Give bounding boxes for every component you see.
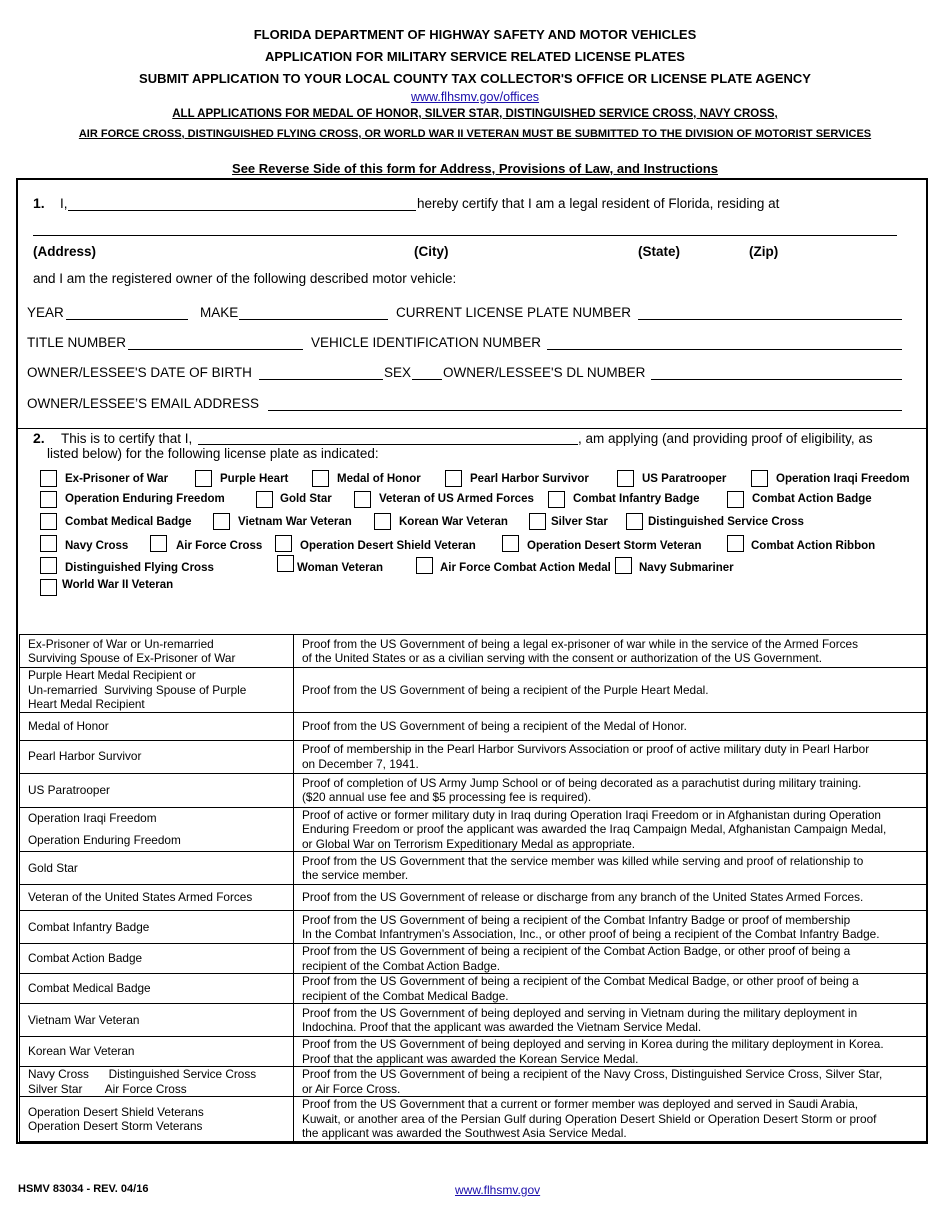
checkbox-air-force-combat-action-medal[interactable] bbox=[416, 557, 433, 574]
requirement-proof-text: Enduring Freedom or proof the applicant was awarded the Iraq Campaign Medal, Afghanistan Campaign Medal, bbox=[302, 822, 887, 836]
zip-label: (Zip) bbox=[749, 244, 779, 259]
requirement-plate-cell bbox=[20, 635, 294, 668]
requirement-plate-cell bbox=[20, 773, 294, 807]
requirement-proof-text: Proof from the US Government of being a recipient of the Medal of Honor. bbox=[302, 718, 687, 733]
footer-link[interactable]: www.flhsmv.gov bbox=[455, 1183, 541, 1197]
checkbox-distinguished-service-cross[interactable] bbox=[626, 513, 643, 530]
make-label: MAKE bbox=[200, 305, 239, 320]
requirement-proof-text: Proof that the applicant was awarded the Korean Service Medal. bbox=[302, 1051, 639, 1066]
requirement-proof-cell bbox=[294, 974, 927, 1004]
requirement-proof-text: Proof from the US Government of release or discharge from any branch of the United States Armed Forces. bbox=[302, 890, 864, 905]
checkbox-label-air-force-combat-action-medal: Air Force Combat Action Medal bbox=[440, 562, 611, 574]
requirement-proof-cell bbox=[294, 668, 927, 713]
checkbox-label-combat-infantry-badge: Combat Infantry Badge bbox=[573, 493, 700, 505]
requirement-proof-text: Proof from the US Government that the service member was killed while serving and proof of relationship to bbox=[302, 853, 864, 868]
requirement-proof-cell bbox=[294, 773, 927, 807]
notice-line-2: AIR FORCE CROSS, DISTINGUISHED FLYING CROSS, OR WORLD WAR II VETERAN MUST BE SUBMITTED TO THE DIVISION OF MOTORIST SERVICES bbox=[78, 128, 872, 140]
header-submit-instructions: SUBMIT APPLICATION TO YOUR LOCAL COUNTY TAX COLLECTOR'S OFFICE OR LICENSE PLATE AGENCY bbox=[139, 71, 811, 86]
checkbox-woman-veteran[interactable] bbox=[277, 555, 294, 572]
requirement-row bbox=[20, 668, 927, 713]
checkbox-korean-war-veteran[interactable] bbox=[374, 513, 391, 530]
requirement-row bbox=[20, 1037, 927, 1067]
checkbox-label-gold-star: Gold Star bbox=[280, 493, 332, 505]
requirement-proof-text: Proof from the US Government of being a recipient of the Combat Medical Badge, or other proof of being a bbox=[302, 974, 859, 988]
checkbox-distinguished-flying-cross[interactable] bbox=[40, 557, 57, 574]
requirement-plate-text: Operation Iraqi Freedom bbox=[28, 811, 157, 826]
checkbox-air-force-cross[interactable] bbox=[150, 535, 167, 552]
requirement-proof-text: or Air Force Cross. bbox=[302, 1081, 401, 1096]
checkbox-navy-cross[interactable] bbox=[40, 535, 57, 552]
requirement-proof-cell bbox=[294, 635, 927, 668]
requirement-plate-cell bbox=[20, 911, 294, 944]
requirement-plate-cell bbox=[20, 1037, 294, 1067]
checkbox-silver-star[interactable] bbox=[529, 513, 546, 530]
notice-line-1: ALL APPLICATIONS FOR MEDAL OF HONOR, SILVER STAR, DISTINGUISHED SERVICE CROSS, NAVY CROSS, bbox=[172, 108, 778, 120]
requirement-proof-text: recipient of the Combat Medical Badge. bbox=[302, 988, 509, 1003]
requirement-plate-cell bbox=[20, 668, 294, 713]
requirement-row bbox=[20, 1004, 927, 1037]
requirement-proof-text: the applicant was awarded the Southwest Asia Service Medal. bbox=[302, 1126, 627, 1141]
requirement-row bbox=[20, 944, 927, 974]
checkbox-operation-desert-storm-veteran[interactable] bbox=[502, 535, 519, 552]
requirement-proof-text: Proof from the US Government of being a recipient of the Combat Infantry Badge or proof of membership bbox=[302, 912, 851, 927]
requirement-plate-text: Heart Medal Recipient bbox=[28, 697, 145, 711]
requirement-row bbox=[20, 974, 927, 1004]
requirement-proof-cell bbox=[294, 1004, 927, 1037]
email-label: OWNER/LESSEE’S EMAIL ADDRESS bbox=[27, 396, 260, 411]
checkbox-label-korean-war-veteran: Korean War Veteran bbox=[399, 516, 508, 528]
requirement-proof-text: Proof from the US Government that a current or former member was deployed and served in Saudi Arabia, bbox=[302, 1097, 859, 1112]
requirement-plate-text: Gold Star bbox=[28, 860, 78, 875]
checkbox-operation-enduring-freedom[interactable] bbox=[40, 491, 57, 508]
section-divider bbox=[17, 428, 927, 429]
requirement-plate-cell bbox=[20, 852, 294, 885]
requirement-plate-text: Medal of Honor bbox=[28, 718, 109, 733]
requirement-proof-cell bbox=[294, 885, 927, 911]
header-agency: FLORIDA DEPARTMENT OF HIGHWAY SAFETY AND MOTOR VEHICLES bbox=[253, 27, 697, 42]
requirement-plate-text: Veteran of the United States Armed Forces bbox=[28, 890, 253, 905]
checkbox-label-veteran-of-us-armed-forces: Veteran of US Armed Forces bbox=[379, 493, 534, 505]
requirement-proof-cell bbox=[294, 807, 927, 852]
state-label: (State) bbox=[638, 244, 681, 259]
checkbox-pearl-harbor-survivor[interactable] bbox=[445, 470, 462, 487]
plate-number-label: CURRENT LICENSE PLATE NUMBER bbox=[396, 305, 632, 320]
applying-text: , am applying (and providing proof of eligibility, as bbox=[578, 431, 873, 446]
requirement-plate-cell bbox=[20, 1097, 294, 1142]
checkbox-operation-desert-shield-veteran[interactable] bbox=[275, 535, 292, 552]
requirement-plate-cell bbox=[20, 974, 294, 1004]
requirement-proof-text: on December 7, 1941. bbox=[302, 756, 419, 771]
checkbox-label-operation-desert-shield-veteran: Operation Desert Shield Veteran bbox=[300, 540, 476, 552]
checkbox-label-combat-medical-badge: Combat Medical Badge bbox=[65, 516, 192, 528]
checkbox-label-navy-cross: Navy Cross bbox=[65, 540, 129, 552]
requirement-proof-text: Proof of active or former military duty in Iraq during Operation Iraqi Freedom or in Afghanistan during Operation bbox=[302, 807, 881, 822]
sex-label: SEX bbox=[384, 365, 412, 380]
requirement-row bbox=[20, 740, 927, 773]
vin-label: VEHICLE IDENTIFICATION NUMBER bbox=[311, 335, 542, 350]
requirement-proof-text: ($20 annual use fee and $5 processing fee is required). bbox=[302, 790, 592, 804]
section-2-number: 2. bbox=[33, 430, 45, 446]
requirement-proof-text: Proof from the US Government of being a recipient of the Purple Heart Medal. bbox=[302, 682, 709, 697]
resident-name-field[interactable] bbox=[68, 210, 416, 211]
checkbox-label-woman-veteran: Woman Veteran bbox=[297, 562, 384, 574]
requirement-plate-cell bbox=[20, 885, 294, 911]
requirement-plate-text: Surviving Spouse of Ex-Prisoner of War bbox=[28, 651, 236, 665]
requirement-proof-text: Proof from the US Government of being deployed and serving in Vietnam during the military deployment in bbox=[302, 1005, 858, 1020]
requirement-proof-text: Proof from the US Government of being a legal ex-prisoner of war while in the service of the Armed Forces bbox=[302, 636, 859, 651]
requirement-plate-text: US Paratrooper bbox=[28, 782, 110, 797]
requirement-plate-cell bbox=[20, 944, 294, 974]
requirement-row bbox=[20, 712, 927, 740]
checkbox-label-us-paratrooper: US Paratrooper bbox=[642, 473, 727, 485]
make-field[interactable] bbox=[239, 319, 388, 320]
requirement-plate-text: Un-remarried Surviving Spouse of Purple bbox=[28, 682, 247, 697]
checkbox-label-combat-action-badge: Combat Action Badge bbox=[752, 493, 872, 505]
requirement-proof-cell bbox=[294, 1097, 927, 1142]
requirement-proof-cell bbox=[294, 1067, 927, 1097]
requirement-plate-text: Operation Desert Storm Veterans bbox=[28, 1119, 203, 1133]
requirement-row bbox=[20, 852, 927, 885]
email-field[interactable] bbox=[268, 410, 902, 411]
checkbox-ex-prisoner-of-war[interactable] bbox=[40, 470, 57, 487]
requirement-plate-text: Navy Cross Distinguished Service Cross bbox=[28, 1067, 257, 1081]
requirement-plate-text: Korean War Veteran bbox=[28, 1044, 135, 1059]
applicant-name-field[interactable] bbox=[198, 444, 578, 445]
city-label: (City) bbox=[414, 244, 449, 259]
checkbox-label-silver-star: Silver Star bbox=[551, 516, 608, 528]
checkbox-combat-infantry-badge[interactable] bbox=[548, 491, 565, 508]
dl-number-label: OWNER/LESSEE'S DL NUMBER bbox=[443, 365, 646, 380]
year-field[interactable] bbox=[66, 319, 188, 320]
requirement-proof-cell bbox=[294, 944, 927, 974]
requirement-plate-cell bbox=[20, 712, 294, 740]
plate-number-field[interactable] bbox=[638, 319, 902, 320]
certify-applicant-text: This is to certify that I, bbox=[61, 431, 193, 446]
requirement-plate-text: Ex-Prisoner of War or Un-remarried bbox=[28, 636, 214, 651]
requirement-row bbox=[20, 773, 927, 807]
requirement-plate-text: Combat Infantry Badge bbox=[28, 919, 150, 934]
requirement-proof-text: Kuwait, or another area of the Persian Gulf during Operation Desert Shield or Operation Desert Storm or proof bbox=[302, 1111, 877, 1126]
dob-label: OWNER/LESSEE'S DATE OF BIRTH bbox=[27, 365, 252, 380]
reverse-side-note: See Reverse Side of this form for Address, Provisions of Law, and Instructions bbox=[232, 161, 718, 176]
certify-text: hereby certify that I am a legal resident of Florida, residing at bbox=[417, 196, 780, 211]
address-label: (Address) bbox=[33, 244, 97, 259]
checkbox-label-combat-action-ribbon: Combat Action Ribbon bbox=[751, 540, 876, 552]
requirement-proof-text: In the Combat Infantrymen’s Association, Inc., or other proof of being a recipient of the Combat Infantry Badge. bbox=[302, 927, 880, 941]
checkbox-operation-iraqi-freedom[interactable] bbox=[751, 470, 768, 487]
requirement-proof-text: Proof from the US Government of being a recipient of the Navy Cross, Distinguished Service Cross, Silver Star, bbox=[302, 1067, 883, 1081]
checkbox-navy-submariner[interactable] bbox=[615, 557, 632, 574]
requirement-plate-text: Combat Medical Badge bbox=[28, 981, 151, 996]
requirement-plate-text: Operation Enduring Freedom bbox=[28, 832, 181, 847]
requirement-plate-cell bbox=[20, 1067, 294, 1097]
requirement-plate-text: Silver Star Air Force Cross bbox=[28, 1081, 187, 1096]
requirement-row bbox=[20, 635, 927, 668]
checkbox-combat-action-ribbon[interactable] bbox=[727, 535, 744, 552]
requirement-proof-text: recipient of the Combat Action Badge. bbox=[302, 958, 501, 973]
dob-field[interactable] bbox=[259, 379, 383, 380]
sex-field[interactable] bbox=[412, 379, 442, 380]
form-number: HSMV 83034 - REV. 04/16 bbox=[18, 1183, 149, 1195]
checkbox-world-war-ii-veteran[interactable] bbox=[40, 579, 57, 596]
requirement-plate-cell bbox=[20, 807, 294, 852]
requirement-row bbox=[20, 911, 927, 944]
requirement-proof-cell bbox=[294, 911, 927, 944]
offices-link[interactable]: www.flhsmv.gov/offices bbox=[410, 90, 540, 104]
checkbox-combat-action-badge[interactable] bbox=[727, 491, 744, 508]
residence-address-field[interactable] bbox=[33, 235, 897, 236]
checkbox-label-vietnam-war-veteran: Vietnam War Veteran bbox=[238, 516, 352, 528]
requirement-proof-text: Indochina. Proof that the applicant was awarded the Vietnam Service Medal. bbox=[302, 1020, 702, 1034]
requirement-proof-cell bbox=[294, 1037, 927, 1067]
requirement-proof-cell bbox=[294, 712, 927, 740]
checkbox-label-ex-prisoner-of-war: Ex-Prisoner of War bbox=[65, 473, 169, 485]
checkbox-us-paratrooper[interactable] bbox=[617, 470, 634, 487]
requirement-proof-text: Proof of membership in the Pearl Harbor Survivors Association or proof of active military duty in Pearl Harbor bbox=[302, 742, 870, 756]
requirement-row bbox=[20, 807, 927, 852]
title-number-label: TITLE NUMBER bbox=[27, 335, 127, 350]
requirement-proof-text: or Global War on Terrorism Expeditionary Medal as appropriate. bbox=[302, 836, 636, 851]
title-number-field[interactable] bbox=[128, 349, 303, 350]
checkbox-gold-star[interactable] bbox=[256, 491, 273, 508]
requirement-proof-text: Proof from the US Government of being deployed and serving in Korea during the military deployment in Korea. bbox=[302, 1037, 884, 1051]
checkbox-vietnam-war-veteran[interactable] bbox=[213, 513, 230, 530]
requirement-proof-cell bbox=[294, 740, 927, 773]
requirement-plate-text: Pearl Harbor Survivor bbox=[28, 749, 142, 764]
checkbox-label-pearl-harbor-survivor: Pearl Harbor Survivor bbox=[470, 473, 589, 485]
checkbox-label-distinguished-flying-cross: Distinguished Flying Cross bbox=[65, 562, 214, 574]
requirement-plate-text: Operation Desert Shield Veterans bbox=[28, 1104, 204, 1119]
requirement-proof-cell bbox=[294, 852, 927, 885]
owner-statement: and I am the registered owner of the following described motor vehicle: bbox=[33, 271, 457, 286]
checkbox-label-operation-enduring-freedom: Operation Enduring Freedom bbox=[65, 493, 225, 505]
section-1-number: 1. bbox=[33, 195, 45, 211]
requirement-row bbox=[20, 885, 927, 911]
requirement-proof-text: Proof from the US Government of being a recipient of the Combat Action Badge, or other proof of being a bbox=[302, 944, 851, 958]
checkbox-combat-medical-badge[interactable] bbox=[40, 513, 57, 530]
listed-below-text: listed below) for the following license plate as indicated: bbox=[47, 446, 379, 461]
checkbox-label-distinguished-service-cross: Distinguished Service Cross bbox=[648, 516, 804, 528]
requirements-table bbox=[19, 634, 927, 1142]
checkbox-label-air-force-cross: Air Force Cross bbox=[176, 540, 263, 552]
requirement-proof-text: Proof of completion of US Army Jump School or of being decorated as a parachutist during military training. bbox=[302, 775, 862, 790]
requirement-plate-text: Purple Heart Medal Recipient or bbox=[28, 668, 196, 682]
requirement-plate-cell bbox=[20, 1004, 294, 1037]
vin-field[interactable] bbox=[547, 349, 902, 350]
requirement-proof-text: the service member. bbox=[302, 868, 409, 882]
checkbox-label-operation-iraqi-freedom: Operation Iraqi Freedom bbox=[776, 473, 910, 485]
year-label: YEAR bbox=[27, 305, 64, 320]
dl-number-field[interactable] bbox=[651, 379, 902, 380]
requirement-plate-text: Vietnam War Veteran bbox=[28, 1012, 140, 1027]
requirement-row bbox=[20, 1097, 927, 1142]
section-1-i-label: I, bbox=[60, 196, 68, 211]
checkbox-medal-of-honor[interactable] bbox=[312, 470, 329, 487]
checkbox-label-medal-of-honor: Medal of Honor bbox=[337, 473, 421, 485]
requirement-plate-text: Combat Action Badge bbox=[28, 951, 143, 966]
checkbox-label-world-war-ii-veteran: World War II Veteran bbox=[62, 579, 174, 591]
checkbox-label-operation-desert-storm-veteran: Operation Desert Storm Veteran bbox=[527, 540, 702, 552]
requirement-proof-text: of the United States or as a civilian serving with the consent or authorization of the US Government. bbox=[302, 651, 822, 665]
checkbox-veteran-of-us-armed-forces[interactable] bbox=[354, 491, 371, 508]
requirement-plate-cell bbox=[20, 740, 294, 773]
header-form-title: APPLICATION FOR MILITARY SERVICE RELATED LICENSE PLATES bbox=[265, 49, 685, 64]
checkbox-purple-heart[interactable] bbox=[195, 470, 212, 487]
requirement-row bbox=[20, 1067, 927, 1097]
checkbox-label-purple-heart: Purple Heart bbox=[220, 473, 289, 485]
checkbox-label-navy-submariner: Navy Submariner bbox=[639, 562, 734, 574]
